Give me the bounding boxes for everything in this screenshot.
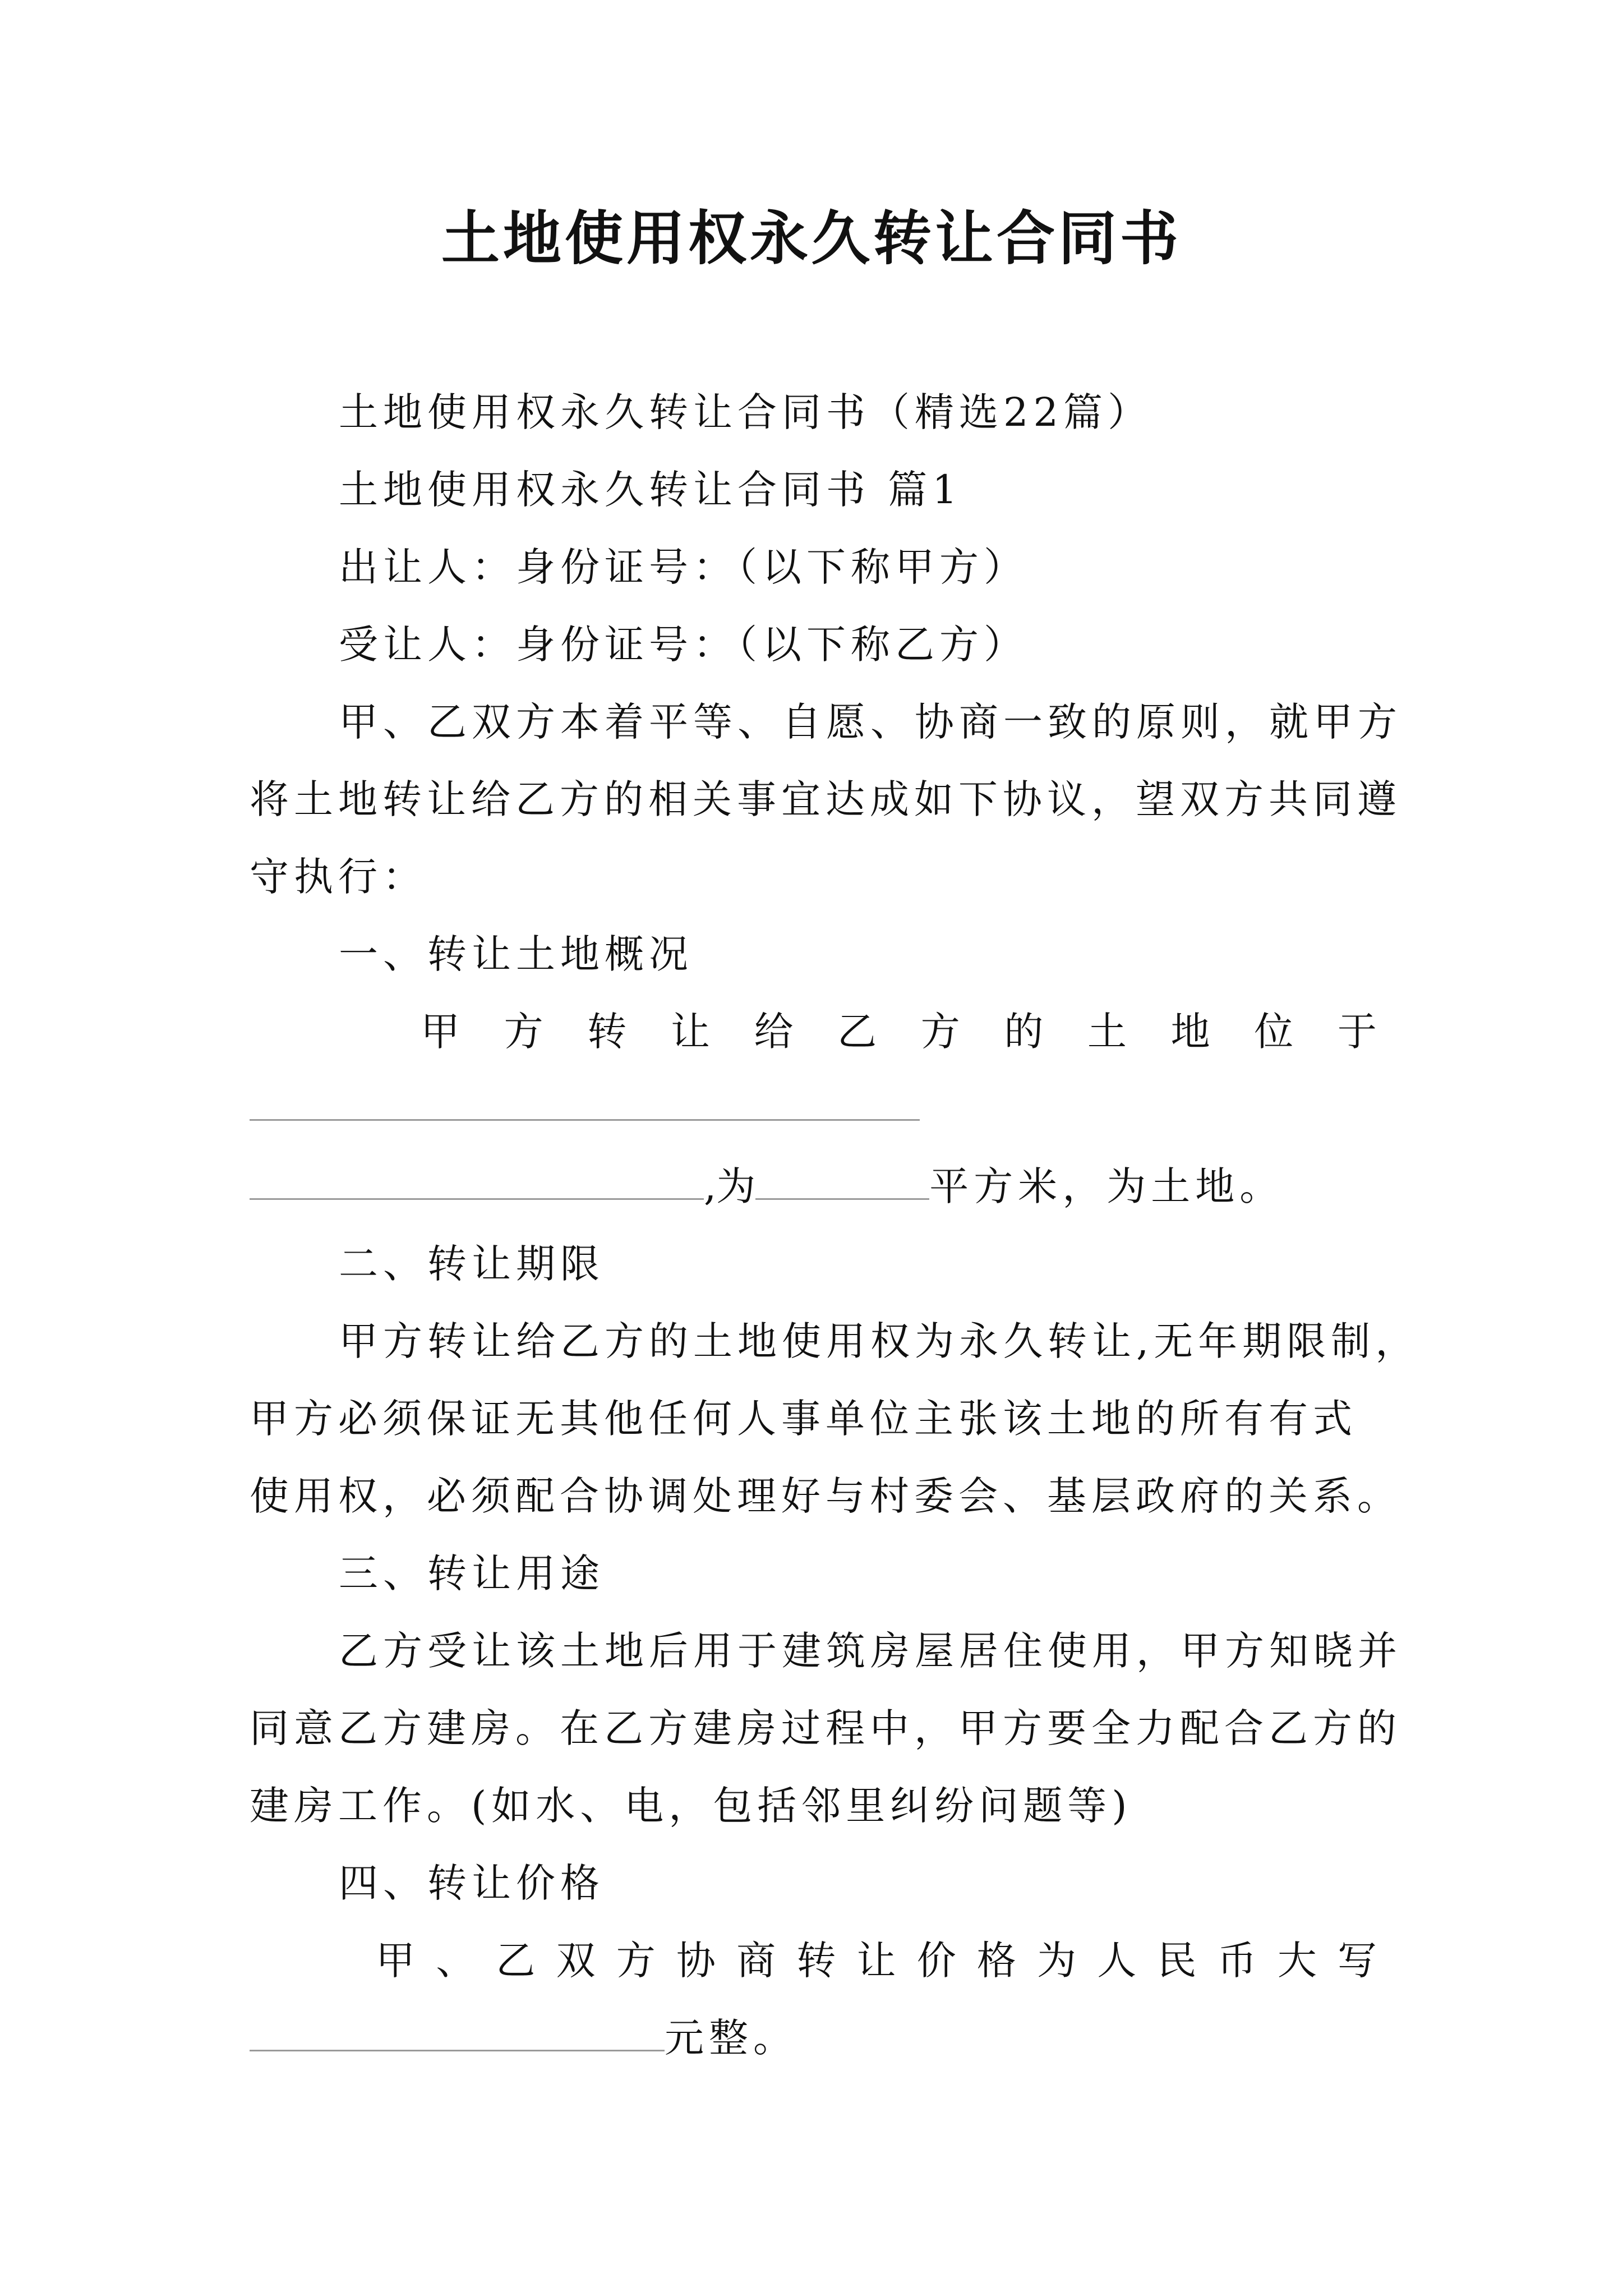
land-area-line: [250, 1161, 1284, 1212]
section-3-paragraph-line: 建房工作。(如水、电，包括邻里纠纷问题等): [250, 1783, 1132, 1829]
land-address-blank: [250, 1163, 704, 1200]
price-sentence-char: 协: [676, 1938, 716, 1984]
section-2-paragraph-line: 甲方必须保证无其他任何人事单位主张该土地的所有有式: [250, 1396, 1357, 1442]
location-sentence-char: 甲: [421, 1009, 460, 1055]
price-sentence: [250, 1935, 1377, 1986]
location-sentence-char: 地: [1170, 1009, 1210, 1055]
area-tail: 平方米，为土地。: [929, 1163, 1284, 1209]
price-sentence-char: 让: [856, 1938, 896, 1984]
section-4-heading: 四、转让价格: [339, 1860, 605, 1906]
location-sentence-char: 于: [1337, 1009, 1377, 1055]
land-area-blank: [755, 1163, 929, 1200]
location-sentence-char: 的: [1004, 1009, 1044, 1055]
price-sentence-char: 甲: [376, 1938, 415, 1984]
location-sentence-char: 位: [1254, 1009, 1294, 1055]
price-sentence-char: 民: [1157, 1938, 1197, 1984]
section-1-heading: 一、转让土地概况: [339, 931, 693, 977]
price-sentence-char: 人: [1097, 1938, 1137, 1984]
section-3-heading: 三、转让用途: [339, 1550, 605, 1596]
location-sentence-char: 让: [670, 1009, 710, 1055]
price-sentence-char: 币: [1217, 1938, 1257, 1984]
price-sentence-char: 商: [736, 1938, 776, 1984]
location-sentence-char: 转: [587, 1009, 627, 1055]
land-location-blank: [250, 1119, 920, 1121]
section-3-paragraph-line: 乙方受让该土地后用于建筑房屋居住使用，甲方知晓并: [339, 1628, 1402, 1674]
price-amount-line: [250, 2013, 797, 2063]
price-sentence-char: 转: [796, 1938, 836, 1984]
section-2-paragraph-line: 甲方转让给乙方的土地使用权为永久转让,无年期限制，: [339, 1318, 1420, 1364]
intro-paragraph-line: 将土地转让给乙方的相关事宜达成如下协议，望双方共同遵: [250, 776, 1401, 822]
price-sentence-char: 、: [436, 1938, 476, 1984]
chapter-heading: 土地使用权永久转让合同书 篇1: [339, 467, 962, 513]
location-sentence-char: 给: [754, 1009, 794, 1055]
land-location-sentence: [250, 1006, 1377, 1057]
document-title: 土地使用权永久转让合同书: [441, 204, 1182, 273]
price-sentence-char: 为: [1037, 1938, 1077, 1984]
area-separator: ,为: [704, 1163, 756, 1209]
location-sentence-char: 土: [1087, 1009, 1127, 1055]
price-sentence-char: 乙: [496, 1938, 536, 1984]
section-3-paragraph-line: 同意乙方建房。在乙方建房过程中，甲方要全力配合乙方的: [250, 1705, 1401, 1751]
price-sentence-char: 方: [616, 1938, 656, 1984]
price-sentence-char: 双: [556, 1938, 596, 1984]
section-2-paragraph-line: 使用权，必须配合协调处理好与村委会、基层政府的关系。: [250, 1473, 1401, 1519]
price-sentence-char: 大: [1277, 1938, 1317, 1984]
location-sentence-char: 方: [504, 1009, 543, 1055]
location-sentence-char: 方: [920, 1009, 960, 1055]
transferor-line: 出让人：身份证号：（以下称甲方）: [339, 544, 1028, 590]
intro-paragraph-line: 守执行：: [250, 854, 427, 900]
price-sentence-char: 价: [916, 1938, 956, 1984]
price-tail: 元整。: [665, 2015, 797, 2061]
intro-paragraph-line: 甲、乙双方本着平等、自愿、协商一致的原则，就甲方: [339, 699, 1402, 745]
price-amount-blank: [250, 2015, 665, 2051]
location-sentence-char: 乙: [837, 1009, 877, 1055]
transferee-line: 受让人：身份证号：（以下称乙方）: [339, 622, 1028, 668]
price-sentence-char: 写: [1338, 1938, 1377, 1984]
price-sentence-char: 格: [976, 1938, 1016, 1984]
section-2-heading: 二、转让期限: [339, 1241, 605, 1287]
document-subtitle: 土地使用权永久转让合同书（精选22篇）: [339, 389, 1152, 435]
